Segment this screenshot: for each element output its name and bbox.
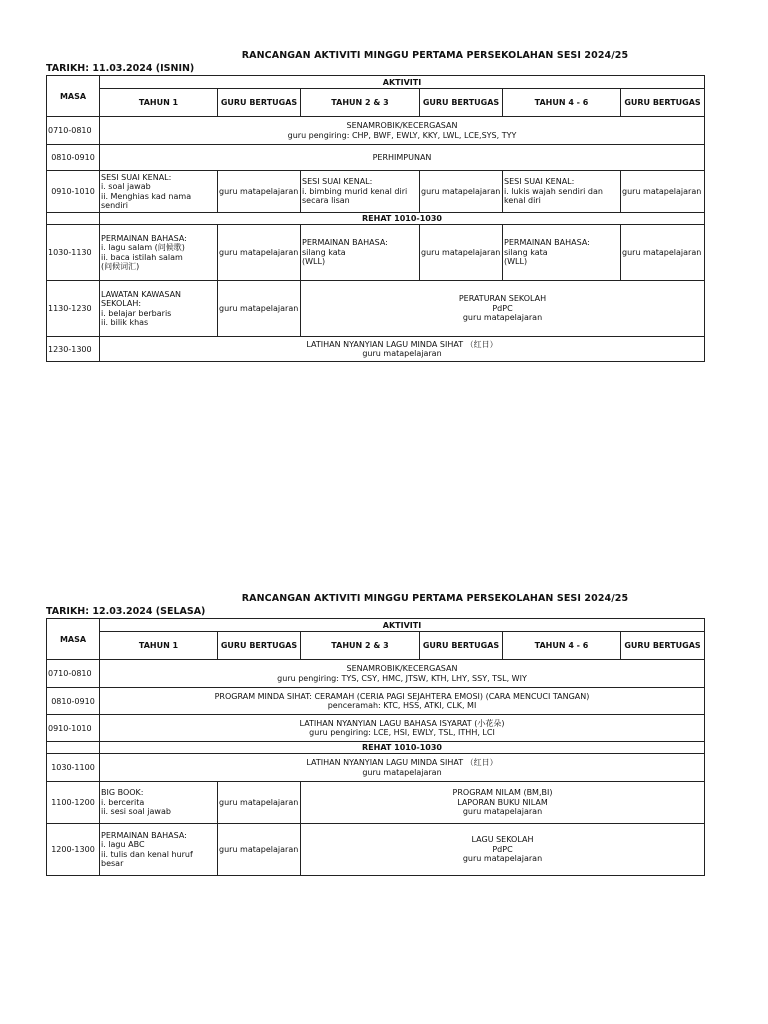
tahun-2-3-cell <box>301 171 420 213</box>
header-tahun-2-3: TAHUN 2 & 3 <box>301 632 420 660</box>
tahun-1-cell <box>100 782 218 824</box>
guru-cell: guru matapelajaran <box>621 225 705 281</box>
activity-line: LAWATAN KAWASAN SEKOLAH: <box>101 289 182 308</box>
activity-line: guru pengiring: TYS, CSY, HMC, JTSW, KTH, LHY, SSY, TSL, WIY <box>277 673 527 683</box>
activity-cell <box>100 337 705 362</box>
tahun-1-cell <box>100 824 218 876</box>
activity-line: BIG BOOK: <box>101 788 144 798</box>
merged-activity-cell <box>301 782 705 824</box>
activity-line: SESI SUAI KENAL: <box>302 177 373 187</box>
time-cell: 0910-1010 <box>47 171 100 213</box>
activity-line: LAPORAN BUKU NILAM <box>457 797 548 807</box>
guru-cell: guru matapelajaran <box>218 782 301 824</box>
guru-cell: guru matapelajaran <box>218 824 301 876</box>
header-guru-bertugas: GURU BERTUGAS <box>621 632 705 660</box>
activity-line: ii. Menghias kad nama sendiri <box>101 191 192 210</box>
activity-line: ii. bilik khas <box>101 318 149 327</box>
header-guru-bertugas: GURU BERTUGAS <box>420 632 503 660</box>
header-tahun-1: TAHUN 1 <box>100 89 218 117</box>
tahun-1-cell <box>100 171 218 213</box>
table-row <box>47 337 705 362</box>
header-tahun-2-3: TAHUN 2 & 3 <box>301 89 420 117</box>
table-row <box>47 225 705 281</box>
activity-line: guru matapelajaran <box>462 807 543 817</box>
time-cell: 1130-1230 <box>47 281 100 337</box>
tahun-1-cell <box>100 281 218 337</box>
tahun-2-3-cell <box>301 225 420 281</box>
activity-line: PROGRAM NILAM (BM,BI) <box>452 788 553 798</box>
time-cell <box>47 213 100 225</box>
table-row <box>47 660 705 688</box>
activity-line: guru pengiring: LCE, HSI, EWLY, TSL, ITHH, LCI <box>309 728 495 737</box>
schedule-table-day1 <box>46 75 705 362</box>
activity-line: SESI SUAI KENAL: <box>504 177 575 187</box>
header-tahun-4-6: TAHUN 4 - 6 <box>503 89 621 117</box>
time-cell: 0710-0810 <box>47 660 100 688</box>
activity-line: i. bercerita <box>101 797 145 807</box>
activity-line: PdPC <box>492 844 513 854</box>
tahun-4-6-cell <box>503 171 621 213</box>
table-row <box>47 171 705 213</box>
guru-cell: guru matapelajaran <box>420 225 503 281</box>
activity-line: penceramah: KTC, HSS, ATKI, CLK, MI <box>327 701 477 710</box>
guru-cell: guru matapelajaran <box>218 281 301 337</box>
schedule-title: RANCANGAN AKTIVITI MINGGU PERTAMA PERSEKOLAHAN SESI 2024/25 <box>241 50 629 61</box>
header-aktiviti: AKTIVITI <box>100 76 705 89</box>
activity-line: LAGU SEKOLAH <box>471 835 534 845</box>
activity-line: silang kata <box>302 247 346 257</box>
header-masa: MASA <box>47 619 100 660</box>
activity-line: (WLL) <box>504 257 528 267</box>
rehat-label: REHAT 1010-1030 <box>100 742 705 754</box>
activity-cell: PERHIMPUNAN <box>100 145 705 171</box>
merged-activity-cell <box>301 281 705 337</box>
activity-line: PERMAINAN BAHASA: <box>504 238 590 248</box>
table-row <box>47 715 705 742</box>
activity-cell <box>100 660 705 688</box>
time-cell: 1030-1130 <box>47 225 100 281</box>
activity-line: PERMAINAN BAHASA: <box>101 830 187 840</box>
activity-line: guru matapelajaran <box>362 767 442 777</box>
header-tahun-4-6: TAHUN 4 - 6 <box>503 632 621 660</box>
header-aktiviti: AKTIVITI <box>100 619 705 632</box>
activity-line: SESI SUAI KENAL: <box>101 172 172 182</box>
time-cell: 0810-0910 <box>47 688 100 715</box>
activity-line: ii. tulis dan kenal huruf besar <box>101 849 193 868</box>
activity-line: LATIHAN NYANYIAN LAGU MINDA SIHAT （红日） <box>306 758 498 767</box>
guru-cell: guru matapelajaran <box>218 171 301 213</box>
activity-line: ii. sesi soal jawab <box>101 807 171 817</box>
table-row <box>47 824 705 876</box>
schedule-title: RANCANGAN AKTIVITI MINGGU PERTAMA PERSEKOLAHAN SESI 2024/25 <box>241 593 629 604</box>
time-cell: 0710-0810 <box>47 117 100 145</box>
activity-line: SENAMROBIK/KECERGASAN <box>346 664 458 673</box>
activity-line: ii. baca istilah salam <box>101 252 183 262</box>
table-row <box>47 145 705 171</box>
schedule-date: TARIKH: 11.03.2024 (ISNIN) <box>46 63 195 74</box>
header-guru-bertugas: GURU BERTUGAS <box>218 89 301 117</box>
activity-cell <box>100 117 705 145</box>
rehat-row <box>47 742 705 754</box>
guru-cell: guru matapelajaran <box>420 171 503 213</box>
activity-line: guru matapelajaran <box>362 349 442 358</box>
time-cell <box>47 742 100 754</box>
activity-line: i. soal jawab <box>101 182 151 191</box>
activity-line: i. belajar berbaris <box>101 308 172 318</box>
activity-cell <box>100 715 705 742</box>
table-row <box>47 117 705 145</box>
activity-line: i. bimbing murid kenal diri secara lisan <box>302 186 408 206</box>
header-guru-bertugas: GURU BERTUGAS <box>218 632 301 660</box>
activity-line: PERMAINAN BAHASA: <box>101 233 187 243</box>
activity-cell <box>100 754 705 782</box>
activity-line: PERATURAN SEKOLAH <box>458 294 547 304</box>
rehat-label: REHAT 1010-1030 <box>100 213 705 225</box>
header-masa: MASA <box>47 76 100 117</box>
header-guru-bertugas: GURU BERTUGAS <box>621 89 705 117</box>
activity-line: i. lukis wajah sendiri dan kenal diri <box>504 186 603 206</box>
header-tahun-1: TAHUN 1 <box>100 632 218 660</box>
tahun-4-6-cell <box>503 225 621 281</box>
guru-cell: guru matapelajaran <box>218 225 301 281</box>
time-cell: 0810-0910 <box>47 145 100 171</box>
schedule-date: TARIKH: 12.03.2024 (SELASA) <box>46 606 206 617</box>
activity-line: PERMAINAN BAHASA: <box>302 238 388 248</box>
activity-line: guru matapelajaran <box>462 313 543 323</box>
time-cell: 1200-1300 <box>47 824 100 876</box>
activity-line: LATIHAN NYANYIAN LAGU BAHASA ISYARAT (小花朵) <box>299 718 505 728</box>
activity-line: i. lagu ABC <box>101 840 145 849</box>
merged-activity-cell <box>301 824 705 876</box>
time-cell: 1030-1100 <box>47 754 100 782</box>
activity-line: (问候词汇) <box>101 262 140 271</box>
activity-line: PdPC <box>492 303 513 313</box>
table-row <box>47 754 705 782</box>
rehat-row <box>47 213 705 225</box>
table-row <box>47 782 705 824</box>
guru-cell: guru matapelajaran <box>621 171 705 213</box>
schedule-table-day2 <box>46 618 705 876</box>
header-guru-bertugas: GURU BERTUGAS <box>420 89 503 117</box>
activity-line: LATIHAN NYANYIAN LAGU MINDA SIHAT （红日） <box>306 339 498 349</box>
activity-line: silang kata <box>504 247 548 257</box>
time-cell: 1230-1300 <box>47 337 100 362</box>
activity-line: guru pengiring: CHP, BWF, EWLY, KKY, LWL, LCE,SYS, TYY <box>287 130 517 140</box>
activity-cell <box>100 688 705 715</box>
activity-line: (WLL) <box>302 257 326 267</box>
activity-line: i. lagu salam (问候歌) <box>101 243 185 252</box>
activity-line: PROGRAM MINDA SIHAT: CERAMAH (CERIA PAGI SEJAHTERA EMOSI) (CARA MENCUCI TANGAN) <box>214 691 590 701</box>
time-cell: 1100-1200 <box>47 782 100 824</box>
table-row <box>47 688 705 715</box>
time-cell: 0910-1010 <box>47 715 100 742</box>
tahun-1-cell <box>100 225 218 281</box>
table-row <box>47 281 705 337</box>
activity-line: SENAMROBIK/KECERGASAN <box>346 121 458 130</box>
activity-line: guru matapelajaran <box>462 854 543 864</box>
